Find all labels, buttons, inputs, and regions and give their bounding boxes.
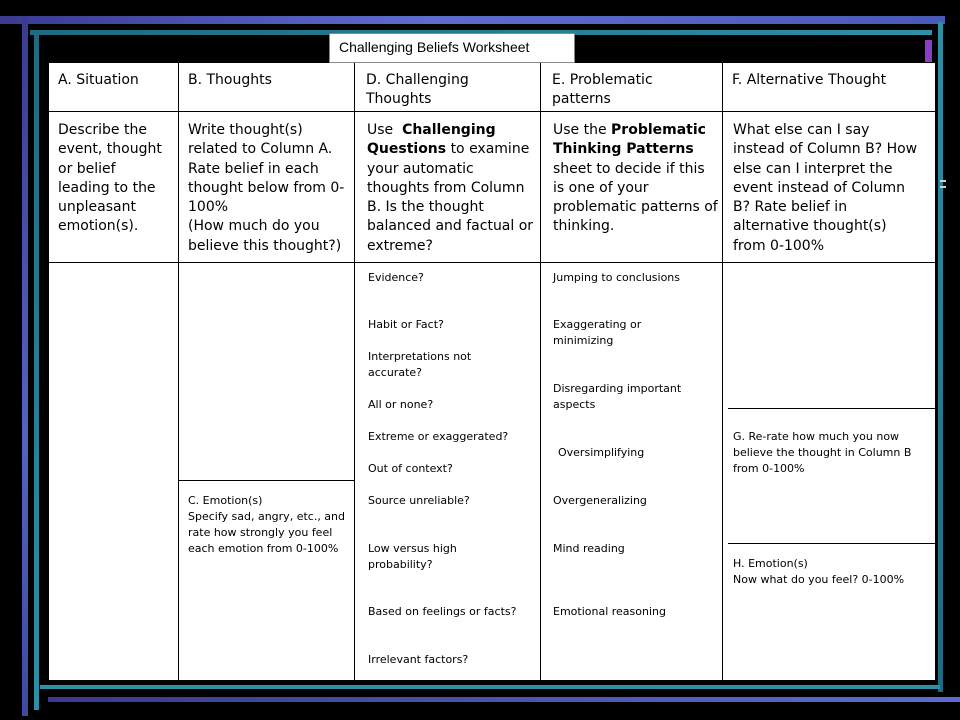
challenging-description bbox=[367, 121, 535, 256]
decorative-accent-purple bbox=[925, 40, 932, 62]
decorative-bar-right bbox=[938, 22, 943, 692]
patterns-description bbox=[553, 121, 718, 237]
question-item: Evidence? bbox=[368, 271, 424, 284]
column-border bbox=[935, 62, 936, 681]
emotion-c-block bbox=[188, 493, 348, 557]
question-item: Out of context? bbox=[368, 462, 453, 475]
pattern-item: Overgeneralizing bbox=[553, 494, 647, 507]
challenging-description-suffix: to examine your automatic thoughts from Column B. Is the thought balanced and factual or extreme? bbox=[367, 141, 534, 254]
row-border bbox=[48, 111, 936, 112]
worksheet-title: Challenging Beliefs Worksheet bbox=[329, 33, 575, 63]
column-border bbox=[354, 62, 355, 681]
situation-description: Describe the event, thought or belief leading to the unpleasant emotion(s). bbox=[58, 122, 162, 235]
column-border bbox=[722, 62, 723, 681]
thoughts-belief-question: (How much do you believe this thought?) bbox=[188, 218, 342, 254]
alternative-description: What else can I say instead of Column B? How else can I interpret the event instead of Column B? Rate belief in alternative thought(s) from 0-100% bbox=[733, 122, 918, 254]
rerate-g-divider bbox=[728, 408, 936, 409]
decorative-bar-top bbox=[0, 16, 945, 24]
question-item: Source unreliable? bbox=[368, 494, 470, 507]
row-border bbox=[48, 680, 936, 681]
pattern-item: Jumping to conclusions bbox=[553, 271, 681, 284]
question-item: Interpretations not accurate? bbox=[368, 350, 472, 379]
question-item: Irrelevant factors? bbox=[368, 653, 469, 666]
question-item: Habit or Fact? bbox=[368, 318, 444, 331]
column-border bbox=[48, 62, 49, 681]
question-item: All or none? bbox=[368, 398, 434, 411]
thoughts-instruction: Write thought(s) related to Column A. Rate belief in each thought below from 0-100% bbox=[188, 122, 345, 216]
question-item: Low versus high probability? bbox=[368, 542, 457, 571]
worksheet-table bbox=[48, 62, 936, 681]
decorative-bar-bottom bbox=[48, 697, 960, 702]
decorative-bar-left bbox=[22, 16, 28, 716]
decorative-bar-bottom-inner bbox=[40, 685, 940, 689]
pattern-item: Oversimplifying bbox=[558, 446, 645, 459]
column-border bbox=[540, 62, 541, 681]
challenging-questions-emphasis: Challenging Questions bbox=[367, 122, 496, 158]
emotion-c-divider bbox=[178, 480, 354, 481]
emotion-c-text: Specify sad, angry, etc., and rate how strongly you feel each emotion from 0-100% bbox=[188, 510, 346, 555]
header-thoughts: B. Thoughts bbox=[188, 72, 272, 88]
header-alternative-thought: F. Alternative Thought bbox=[732, 72, 887, 88]
decorative-tick bbox=[940, 186, 946, 188]
challenging-description-prefix: Use bbox=[367, 122, 394, 138]
header-challenging-thoughts: D. Challenging Thoughts bbox=[366, 72, 469, 107]
emotion-h-divider bbox=[728, 543, 936, 544]
header-situation: A. Situation bbox=[58, 72, 139, 88]
emotion-h-block bbox=[733, 556, 928, 588]
rerate-g-text: G. Re-rate how much you now believe the thought in Column B from 0-100% bbox=[733, 430, 912, 475]
decorative-tick bbox=[940, 180, 946, 182]
pattern-item: Exaggerating or minimizing bbox=[553, 318, 642, 347]
row-border bbox=[48, 262, 936, 263]
decorative-bar-left-inner bbox=[34, 30, 39, 710]
problematic-patterns-emphasis: Problematic Thinking Patterns bbox=[553, 122, 706, 158]
emotion-h-text: Now what do you feel? 0-100% bbox=[733, 573, 905, 586]
question-item: Based on feelings or facts? bbox=[368, 605, 517, 618]
patterns-description-suffix: sheet to decide if this is one of your problematic patterns of thinking. bbox=[553, 160, 718, 235]
pattern-item: Emotional reasoning bbox=[553, 605, 666, 618]
emotion-h-label: H. Emotion(s) bbox=[733, 557, 808, 570]
patterns-description-prefix: Use the bbox=[553, 122, 607, 138]
thoughts-description bbox=[188, 121, 352, 256]
pattern-item: Disregarding important aspects bbox=[553, 382, 682, 411]
column-border bbox=[178, 62, 179, 681]
emotion-c-label: C. Emotion(s) bbox=[188, 494, 263, 507]
pattern-item: Mind reading bbox=[553, 542, 625, 555]
header-problematic-patterns: E. Problematic patterns bbox=[552, 72, 653, 107]
question-item: Extreme or exaggerated? bbox=[368, 430, 509, 443]
